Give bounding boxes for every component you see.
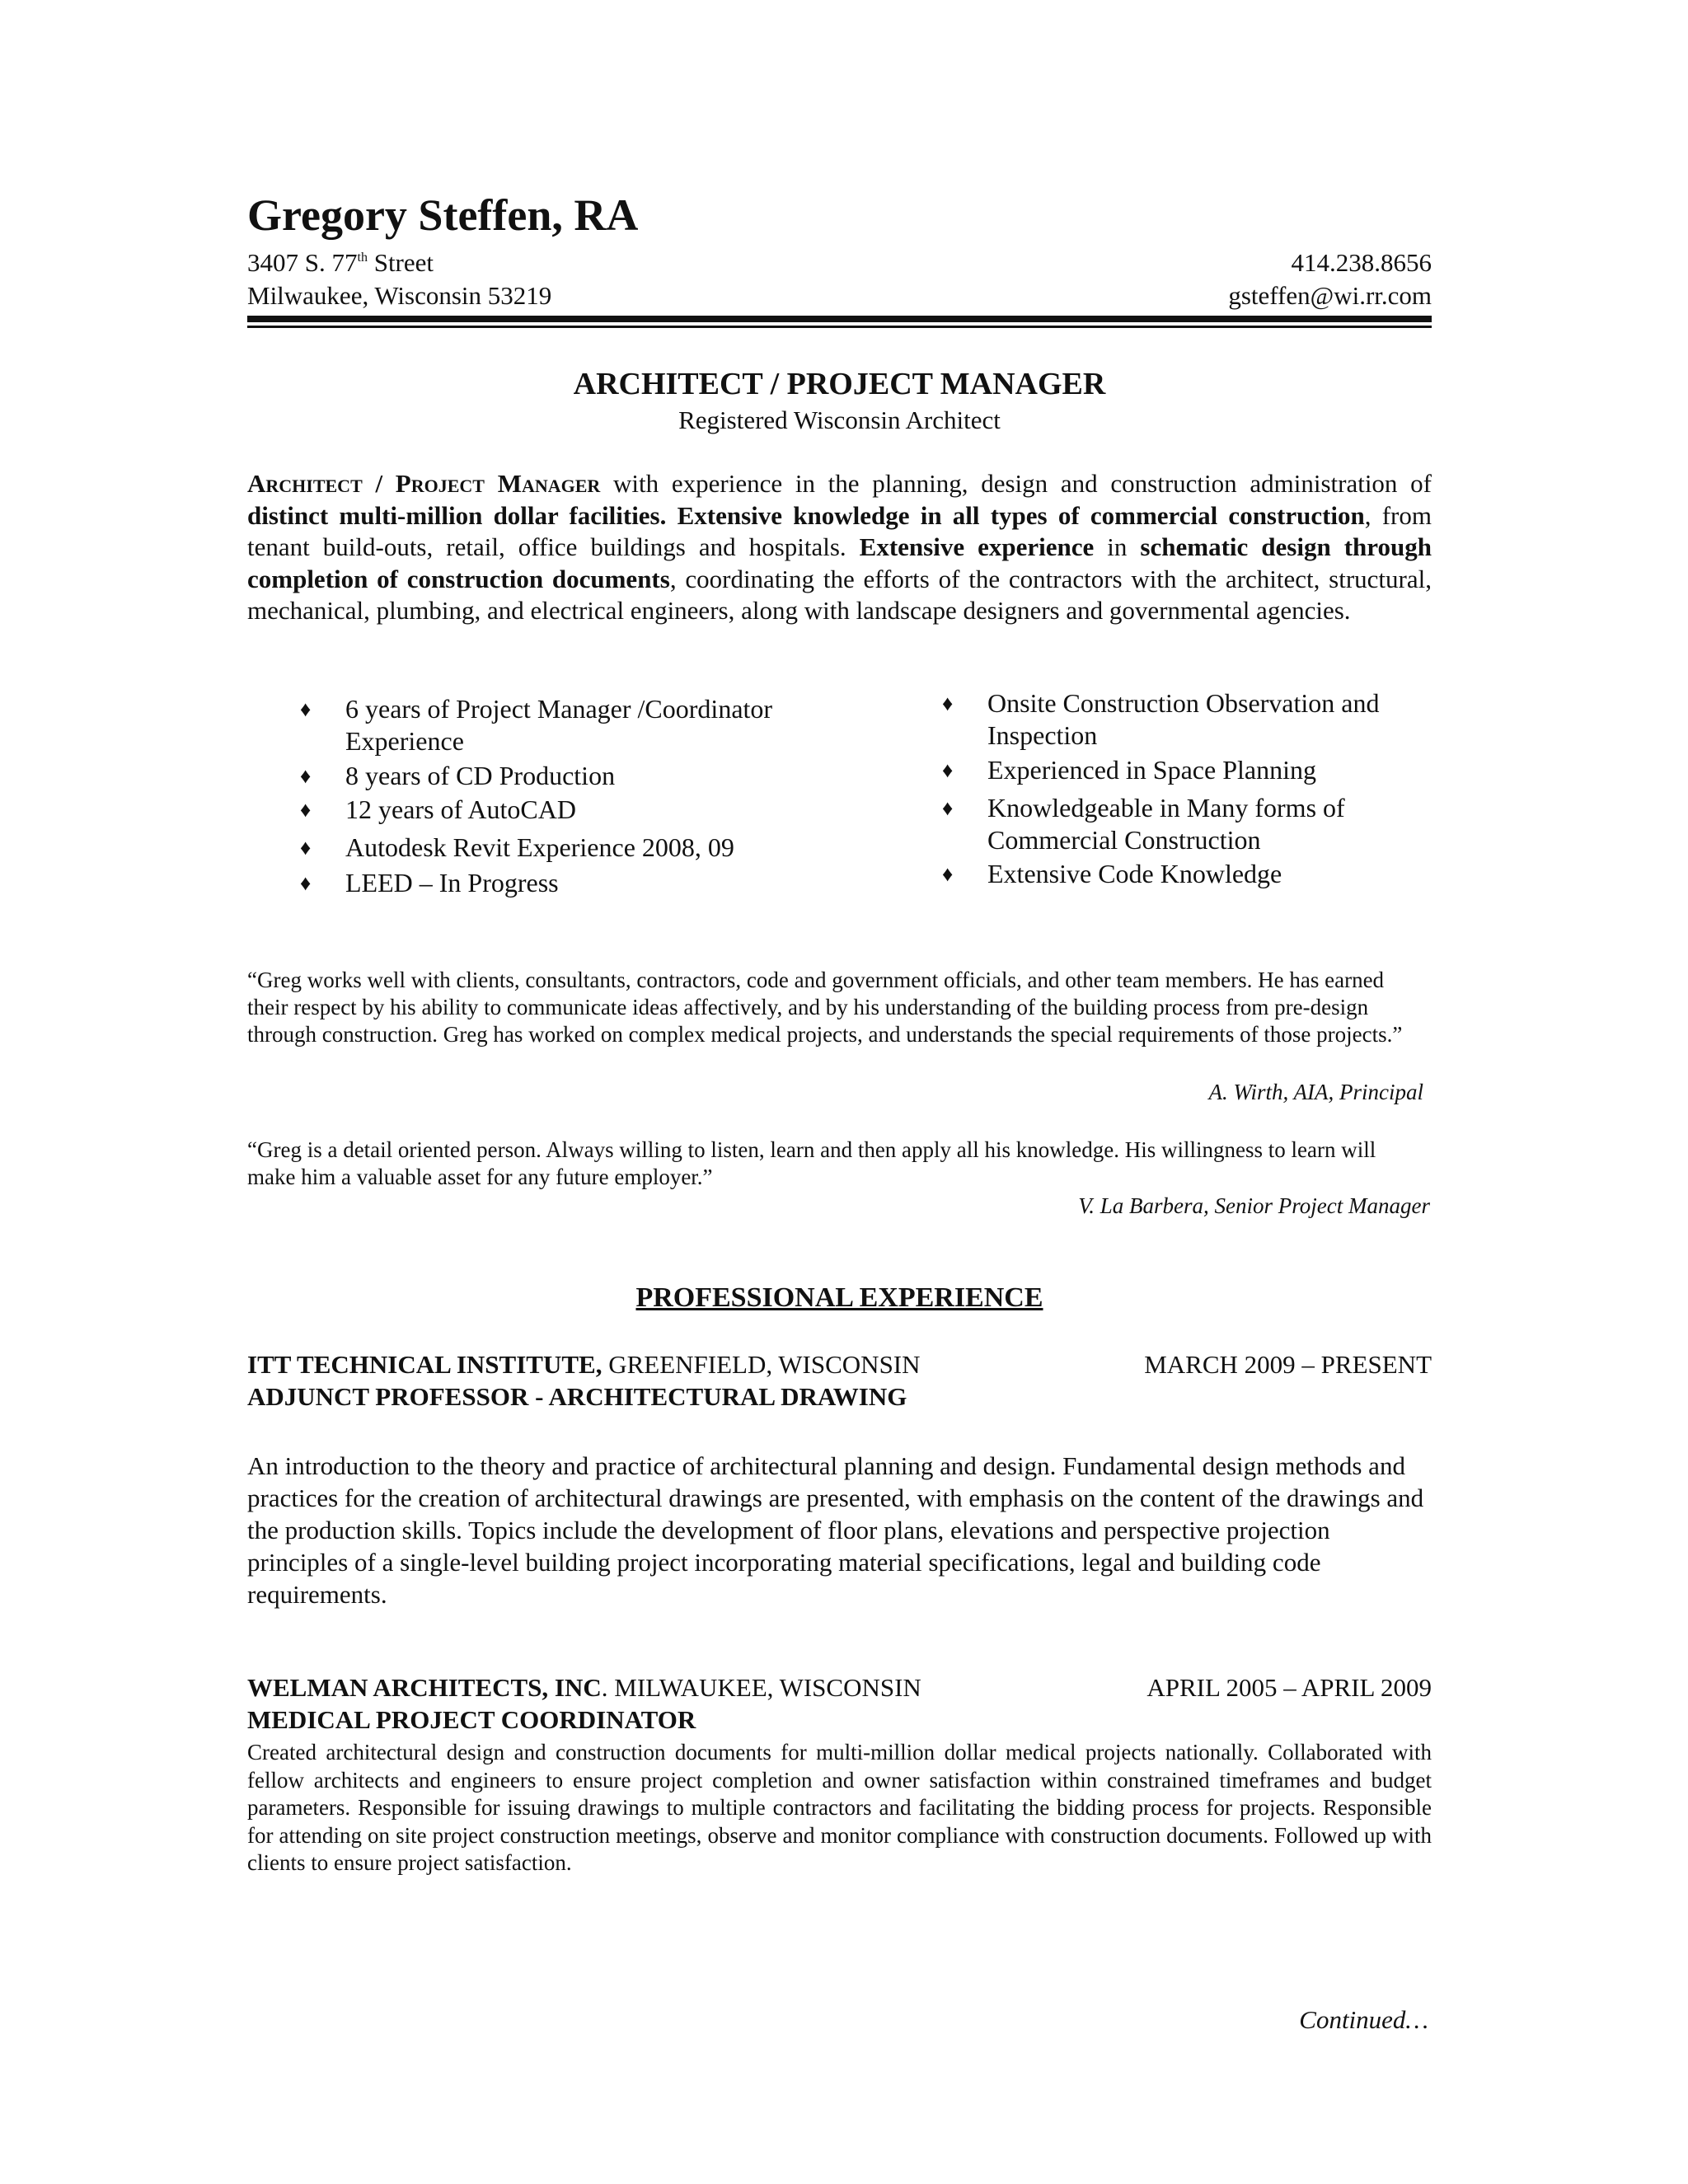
skill-item: ♦ Onsite Construction Observation and (942, 688, 1380, 718)
skill-item: ♦ 12 years of AutoCAD (300, 794, 576, 824)
job-title: ADJUNCT PROFESSOR - ARCHITECTURAL DRAWING (247, 1382, 907, 1411)
phone-number: 414.238.8656 (1291, 248, 1432, 277)
header-divider-thick (247, 316, 1432, 322)
skill-item-continuation: Experience (345, 726, 464, 756)
diamond-bullet-icon: ♦ (942, 758, 954, 782)
job-dates: APRIL 2005 – APRIL 2009 (1146, 1673, 1432, 1702)
resume-page (247, 0, 1432, 2184)
testimonial-quote: “Greg is a detail oriented person. Always willing to listen, learn and then apply all his knowledge. His willingness to learn will make him a valuable asset for any future employer.” (247, 1137, 1376, 1189)
street-address: 3407 S. 77th Street (247, 248, 434, 277)
header-divider-thin (247, 326, 1432, 328)
job-description: An introduction to the theory and practice of architectural planning and design. Fundamental design methods and practices for the creation of architectural drawings are presented, with emphasis on the content of the drawings and the production skills. Topics include the development of floor plans, elevations and perspective projection principles of a single-level building project incorporating material specifications, legal and building code requirements. (247, 1451, 1424, 1609)
job-header: ITT TECHNICAL INSTITUTE, GREENFIELD, WISCONSIN MARCH 2009 – PRESENT (247, 1350, 1432, 1379)
skill-item-continuation: Inspection (987, 720, 1098, 750)
objective-subtitle: Registered Wisconsin Architect (678, 405, 1001, 434)
city-state-zip: Milwaukee, Wisconsin 53219 (247, 281, 552, 310)
skill-item: ♦ 6 years of Project Manager /Coordinator (300, 694, 773, 724)
skill-item: ♦ Knowledgeable in Many forms of (942, 793, 1345, 823)
diamond-bullet-icon: ♦ (300, 798, 312, 822)
skill-item-continuation: Commercial Construction (987, 825, 1261, 855)
continued-note: Continued… (1299, 2005, 1428, 2034)
diamond-bullet-icon: ♦ (942, 796, 954, 820)
diamond-bullet-icon: ♦ (300, 697, 312, 721)
skill-item: ♦ 8 years of CD Production (300, 761, 616, 790)
diamond-bullet-icon: ♦ (942, 691, 954, 715)
job-dates: MARCH 2009 – PRESENT (1144, 1350, 1432, 1379)
objective-title: ARCHITECT / PROJECT MANAGER (573, 367, 1106, 401)
skill-item: ♦ Autodesk Revit Experience 2008, 09 (300, 832, 734, 862)
candidate-name: Gregory Steffen, RA (247, 190, 639, 240)
testimonial-author: A. Wirth, AIA, Principal (1208, 1080, 1423, 1104)
profile-summary: Architect / Project Manager with experience in the planning, design and construction administration of distinct multi-million dollar facilities. Extensive knowledge in all types of commercial construction, from tenant build-outs, retail, office buildings and hospitals. Extensive experience in schematic design through completion of construction documents, coordinating the efforts of the contractors with the architect, structural, mechanical, plumbing, and electrical engineers, along with landscape designers and governmental agencies. (247, 469, 1432, 625)
skill-item: ♦ Extensive Code Knowledge (942, 859, 1282, 888)
section-heading-experience: PROFESSIONAL EXPERIENCE (635, 1282, 1043, 1313)
diamond-bullet-icon: ♦ (300, 836, 312, 860)
testimonial-author: V. La Barbera, Senior Project Manager (1078, 1193, 1430, 1218)
diamond-bullet-icon: ♦ (300, 764, 312, 788)
diamond-bullet-icon: ♦ (942, 862, 954, 886)
job-title: MEDICAL PROJECT COORDINATOR (247, 1705, 696, 1734)
diamond-bullet-icon: ♦ (300, 871, 312, 895)
email-address: gsteffen@wi.rr.com (1228, 281, 1432, 310)
skill-item: ♦ LEED – In Progress (300, 868, 559, 898)
job-description: Created architectural design and construction documents for multi-million dollar medical projects nationally. Collaborated with fellow architects and engineers to ensure project completion and owner satisfaction within constrained timeframes and budget parameters. Responsible for issuing drawings to multiple contractors and facilitating the bidding process for projects. Responsible for attending on site project construction meetings, observe and monitor compliance with construction documents. Followed up with clients to ensure project satisfaction. (247, 1740, 1432, 1875)
testimonial-quote: “Greg works well with clients, consultants, contractors, code and government officials, and other team members. He has earned their respect by his ability to communicate ideas affectively, and by his understanding of the building process from pre-design through construction. Greg has worked on complex medical projects, and understands the special requirements of those projects.” (247, 968, 1403, 1047)
job-header: WELMAN ARCHITECTS, INC. MILWAUKEE, WISCONSIN APRIL 2005 – APRIL 2009 (247, 1673, 1432, 1702)
skill-item: ♦ Experienced in Space Planning (942, 755, 1316, 785)
